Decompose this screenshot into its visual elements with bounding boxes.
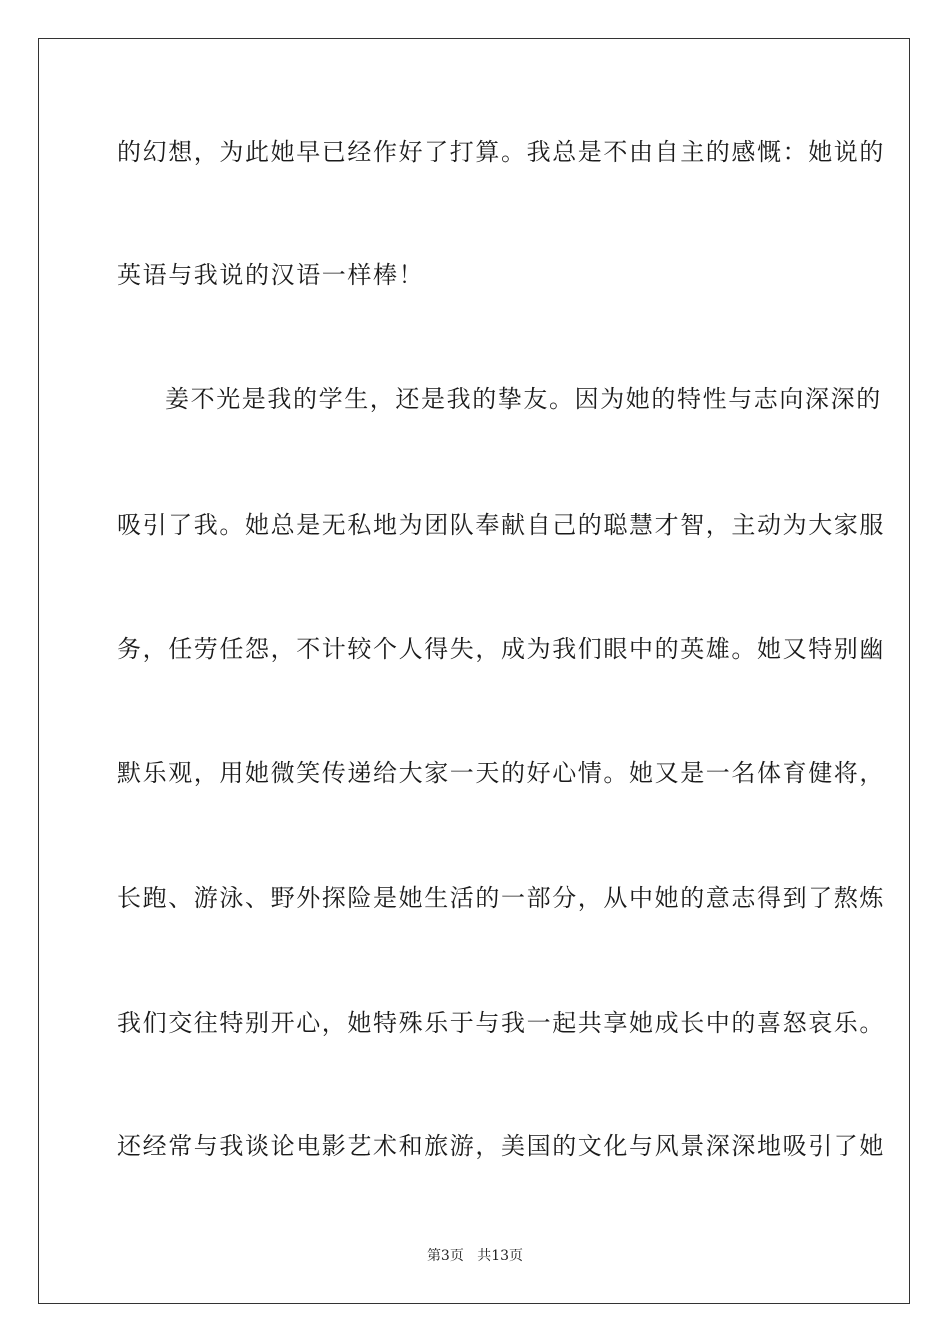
page-number: 第3页 (426, 1248, 464, 1264)
page-total: 共13页 (477, 1248, 524, 1264)
text-line-2: 英语与我说的汉语一样棒！ (117, 261, 425, 289)
text-line-5: 务，任劳任怨，不计较个人得失，成为我们眼中的英雄。她又特别幽 (117, 635, 885, 663)
text-line-3: 姜不光是我的学生，还是我的挚友。因为她的特性与志向深深的 (165, 385, 882, 413)
text-line-7: 长跑、游泳、野外探险是她生活的一部分，从中她的意志得到了熬炼 (117, 884, 885, 912)
text-line-6: 默乐观，用她微笑传递给大家一天的好心情。她又是一名体育健将， (117, 759, 885, 787)
text-line-1: 的幻想，为此她早已经作好了打算。我总是不由自主的感慨：她说的 (117, 138, 885, 166)
text-line-8: 我们交往特别开心，她特殊乐于与我一起共享她成长中的喜怒哀乐。 (117, 1009, 885, 1037)
page-border (38, 38, 910, 1304)
page-footer (0, 1247, 950, 1265)
text-line-9: 还经常与我谈论电影艺术和旅游，美国的文化与风景深深地吸引了她 (117, 1132, 885, 1160)
text-line-4: 吸引了我。她总是无私地为团队奉献自己的聪慧才智，主动为大家服 (117, 511, 885, 539)
